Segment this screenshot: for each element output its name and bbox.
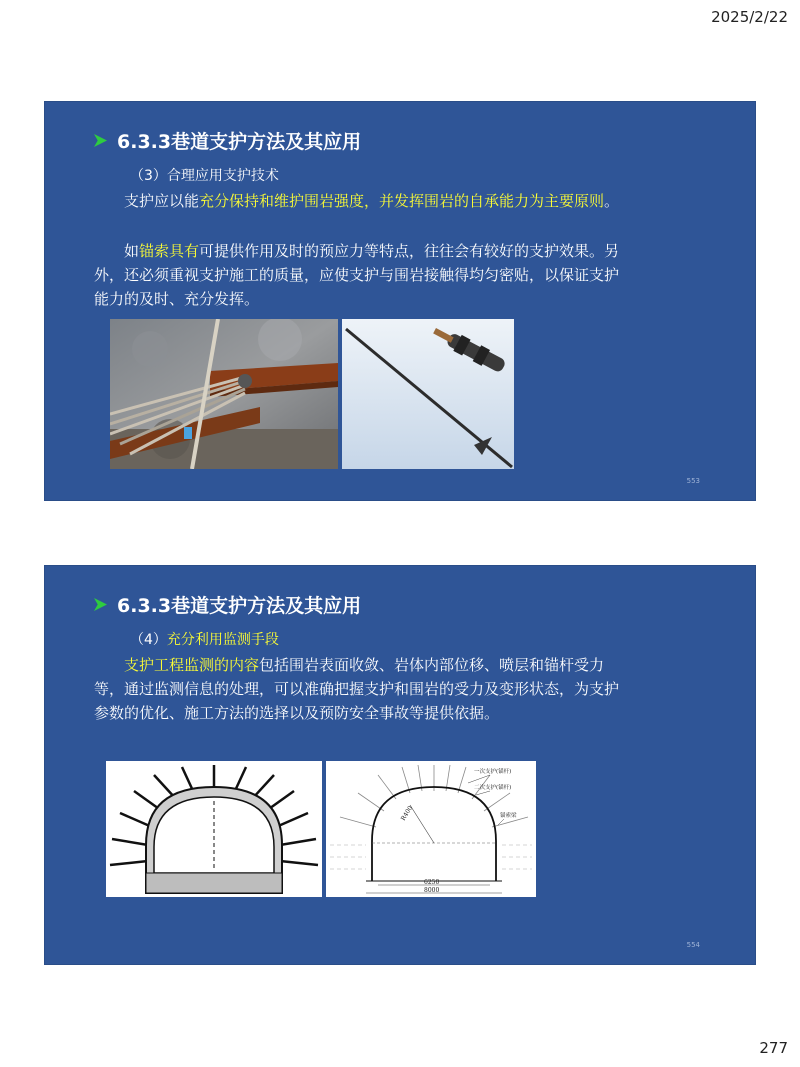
slide-title-text: 6.3.3巷道支护方法及其应用 xyxy=(117,595,362,617)
arrow-bullet-icon xyxy=(94,598,107,611)
anchor-cable-installation-photo xyxy=(110,319,338,469)
slide-553 xyxy=(44,101,756,501)
anchor-cable-product-photo xyxy=(342,319,514,469)
paragraph-principle: 支护应以能充分保持和维护围岩强度，并发挥围岩的自承能力为主要原则。 xyxy=(124,192,620,210)
cable-beam-label: 锚索梁 xyxy=(500,813,517,819)
sub-heading: （3）合理应用支护技术 xyxy=(130,168,279,184)
arrow-bullet-icon xyxy=(94,134,107,147)
highlight-text: 充分利用监测手段 xyxy=(166,632,279,648)
paragraph-monitoring: 支护工程监测的内容包括围岩表面收敛、岩体内部位移、喷层和锚杆受力等，通过监测信息的处理，可以准确把握支护和围岩的受力及变形状态，为支护参数的优化、施工方法的选择以及预防安全事故等提供依据。 xyxy=(94,656,620,722)
tunnel-dimension-diagram xyxy=(326,761,536,897)
first-support-label: 一次支护(锚杆) xyxy=(474,769,512,775)
second-support-label: 二次支护(锚杆) xyxy=(474,785,512,791)
paragraph-anchor-cable: 如锚索具有可提供作用及时的预应力等特点，往往会有较好的支护效果。另外，还必须重视支护施工的质量，应使支护与围岩接触得均匀密贴，以保证支护能力的及时、充分发挥。 xyxy=(94,242,620,308)
page-date: 2025/2/22 xyxy=(711,8,788,26)
highlight-text: 充分保持和维护围岩强度，并发挥围岩的自承能力为主要原则 xyxy=(199,192,605,210)
slide-title-text: 6.3.3巷道支护方法及其应用 xyxy=(117,131,362,153)
highlight-text: 锚索具有 xyxy=(139,242,200,260)
slide-title xyxy=(94,591,361,618)
slide-title xyxy=(94,127,361,154)
tunnel-anchor-section-diagram xyxy=(106,761,322,897)
page-number: 277 xyxy=(759,1039,788,1057)
outer-width-label: 8000 xyxy=(424,887,440,894)
slide-number: 553 xyxy=(686,477,700,485)
inner-width-label: 6250 xyxy=(424,879,440,886)
slide-554 xyxy=(44,565,756,965)
highlight-text: 支护工程监测的内容 xyxy=(124,656,260,674)
slide-number: 554 xyxy=(686,941,700,949)
radius-label: R400 xyxy=(399,804,415,823)
sub-heading: （4）充分利用监测手段 xyxy=(130,632,279,648)
